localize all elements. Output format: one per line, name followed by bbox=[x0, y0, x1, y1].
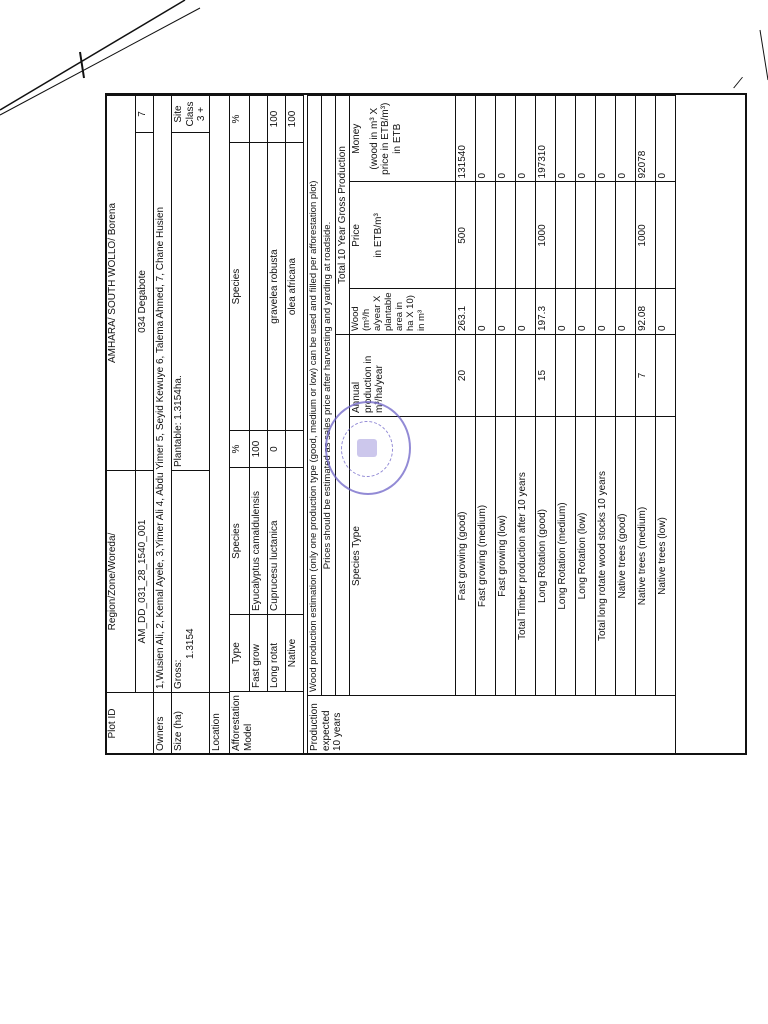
production-row bbox=[616, 96, 636, 755]
production-row bbox=[596, 96, 616, 755]
row-name: Fast growing (low) bbox=[496, 417, 516, 696]
row-price bbox=[616, 182, 636, 289]
gross-label: Gross: bbox=[173, 659, 184, 689]
row-name: Native trees (good) bbox=[616, 417, 636, 696]
row-price bbox=[596, 182, 616, 289]
species2-cell bbox=[250, 143, 268, 431]
percent2-header: % bbox=[230, 96, 250, 143]
stamp-emblem-icon bbox=[357, 439, 377, 457]
row-name: Long Rotation (low) bbox=[576, 417, 596, 696]
row-price bbox=[516, 182, 536, 289]
location-label: Location bbox=[209, 693, 229, 755]
afforestation-row bbox=[250, 96, 268, 755]
gross-production-header: Total 10 Year Gross Production bbox=[335, 96, 350, 335]
row-money: 0 bbox=[656, 96, 676, 182]
header-number: 7 bbox=[136, 96, 154, 133]
page-mark: / bbox=[731, 71, 745, 95]
row-annual bbox=[596, 335, 616, 417]
production-label: Production expected 10 years bbox=[308, 696, 676, 755]
row-name: Fast growing (good) bbox=[456, 417, 476, 696]
row-price bbox=[576, 182, 596, 289]
species-cell: Cuprucesu luctanica bbox=[268, 468, 286, 615]
row-price: 500 bbox=[456, 182, 476, 289]
row-name: Native trees (medium) bbox=[636, 417, 656, 696]
row-annual: 7 bbox=[636, 335, 656, 417]
row-annual: 20 bbox=[456, 335, 476, 417]
row-annual bbox=[516, 335, 536, 417]
money-header: Money bbox=[351, 123, 363, 154]
production-row bbox=[516, 96, 536, 755]
species-cell: Eyucalyptus camaldulensis bbox=[250, 468, 268, 615]
row-wood: 0 bbox=[556, 289, 576, 335]
production-row bbox=[636, 96, 656, 755]
row-price bbox=[476, 182, 496, 289]
row-annual bbox=[656, 335, 676, 417]
species-cell bbox=[286, 468, 304, 615]
owners-label: Owners bbox=[154, 693, 172, 755]
production-row bbox=[556, 96, 576, 755]
species2-cell: gravelea robusta bbox=[268, 143, 286, 431]
annual-production-header: Annual production in m³/ha/year bbox=[350, 335, 456, 417]
type-cell: Long rotat bbox=[268, 615, 286, 692]
row-wood: 0 bbox=[476, 289, 496, 335]
row-annual bbox=[496, 335, 516, 417]
row-wood: 197.3 bbox=[536, 289, 556, 335]
official-stamp bbox=[325, 401, 411, 495]
row-wood: 0 bbox=[576, 289, 596, 335]
owners-value: 1,Wusien Ali, 2, Kemal Ayele, 3,Yimer Ali 4, Abdu Yimer 5, Seyid Kewuye 6, Talema Ahmed, 7, Chane Husien bbox=[154, 96, 172, 693]
plot-code: AM_DD_031_28_1540_001 bbox=[136, 471, 154, 693]
production-row bbox=[576, 96, 596, 755]
row-money: 197310 bbox=[536, 96, 556, 182]
afforestation-table bbox=[229, 95, 304, 755]
production-row bbox=[656, 96, 676, 755]
site-class: Site Class 3 + bbox=[172, 96, 210, 133]
gross-cell bbox=[172, 471, 210, 693]
percent-cell: 100 bbox=[250, 431, 268, 468]
afforestation-label: Afforestation Model bbox=[230, 692, 304, 755]
row-name: Fast growing (medium) bbox=[476, 417, 496, 696]
afforestation-row bbox=[286, 96, 304, 755]
percent-header: % bbox=[230, 431, 250, 468]
row-price bbox=[556, 182, 576, 289]
kebele-value: 034 Degabote bbox=[136, 133, 154, 471]
row-money: 0 bbox=[576, 96, 596, 182]
production-row bbox=[476, 96, 496, 755]
species2-header: Species bbox=[230, 143, 250, 431]
row-money: 0 bbox=[476, 96, 496, 182]
production-row bbox=[456, 96, 476, 755]
plantable-value: Plantable: 1.3154ha. bbox=[172, 133, 210, 471]
rotated-document bbox=[105, 95, 745, 755]
price-header-cell bbox=[350, 182, 456, 289]
money-unit: (wood in m³ X price in ETB/m³) in ETB bbox=[368, 102, 403, 175]
money-header-cell bbox=[350, 96, 456, 182]
row-wood: 263.1 bbox=[456, 289, 476, 335]
percent2-cell: 100 bbox=[286, 96, 304, 143]
row-wood: 0 bbox=[616, 289, 636, 335]
row-price bbox=[496, 182, 516, 289]
percent2-cell bbox=[250, 96, 268, 143]
region-label: Region/Zone/Woreda/ bbox=[106, 471, 136, 693]
row-money: 92078 bbox=[636, 96, 656, 182]
production-note-2: Prices should be estimated as sales price after harvesting and yarding at roadside. bbox=[321, 96, 335, 696]
blank-head-cell bbox=[335, 335, 350, 696]
header-table bbox=[105, 95, 230, 755]
price-unit: in ETB/m³ bbox=[372, 213, 384, 258]
row-price bbox=[656, 182, 676, 289]
plot-id-label: Plot ID bbox=[106, 693, 154, 755]
location-value bbox=[209, 96, 229, 693]
row-money: 131540 bbox=[456, 96, 476, 182]
row-name: Long Rotation (good) bbox=[536, 417, 556, 696]
type-cell: Fast grow bbox=[250, 615, 268, 692]
row-name: Native trees (low) bbox=[656, 417, 676, 696]
production-row bbox=[496, 96, 516, 755]
row-money: 0 bbox=[556, 96, 576, 182]
row-wood: 0 bbox=[516, 289, 536, 335]
gross-value: 1.3154 bbox=[184, 628, 196, 659]
row-annual bbox=[576, 335, 596, 417]
row-annual bbox=[476, 335, 496, 417]
row-name: Long Rotation (medium) bbox=[556, 417, 576, 696]
row-annual: 15 bbox=[536, 335, 556, 417]
size-label: Size (ha) bbox=[172, 693, 210, 755]
row-money: 0 bbox=[496, 96, 516, 182]
row-money: 0 bbox=[596, 96, 616, 182]
row-wood: 0 bbox=[496, 289, 516, 335]
type-header: Type bbox=[230, 615, 250, 692]
percent-cell bbox=[286, 431, 304, 468]
production-row bbox=[536, 96, 556, 755]
species-header: Species bbox=[230, 468, 250, 615]
percent-cell: 0 bbox=[268, 431, 286, 468]
production-note-1: Wood production estimation (only one production type (good, medium or low) can be used and filled per afforestation plot) bbox=[308, 96, 322, 696]
row-price: 1000 bbox=[536, 182, 556, 289]
row-name: Total Timber production after 10 years bbox=[516, 417, 536, 696]
row-annual bbox=[616, 335, 636, 417]
row-annual bbox=[556, 335, 576, 417]
wood-header: Wood (m³/h a/year X plantable area in ha X 10) in m³ bbox=[350, 289, 456, 335]
row-wood: 92.08 bbox=[636, 289, 656, 335]
species-type-header: Species Type bbox=[350, 417, 456, 696]
row-price: 1000 bbox=[636, 182, 656, 289]
species2-cell: olea africana bbox=[286, 143, 304, 431]
row-money: 0 bbox=[616, 96, 636, 182]
region-value: AMHARA/ SOUTH WOLLO/ Borena bbox=[106, 96, 136, 471]
percent2-cell: 100 bbox=[268, 96, 286, 143]
row-name: Total long rotate wood stocks 10 years bbox=[596, 417, 616, 696]
price-header: Price bbox=[351, 224, 363, 247]
row-money: 0 bbox=[516, 96, 536, 182]
type-cell: Native bbox=[286, 615, 304, 692]
row-wood: 0 bbox=[596, 289, 616, 335]
row-wood: 0 bbox=[656, 289, 676, 335]
afforestation-row bbox=[268, 96, 286, 755]
